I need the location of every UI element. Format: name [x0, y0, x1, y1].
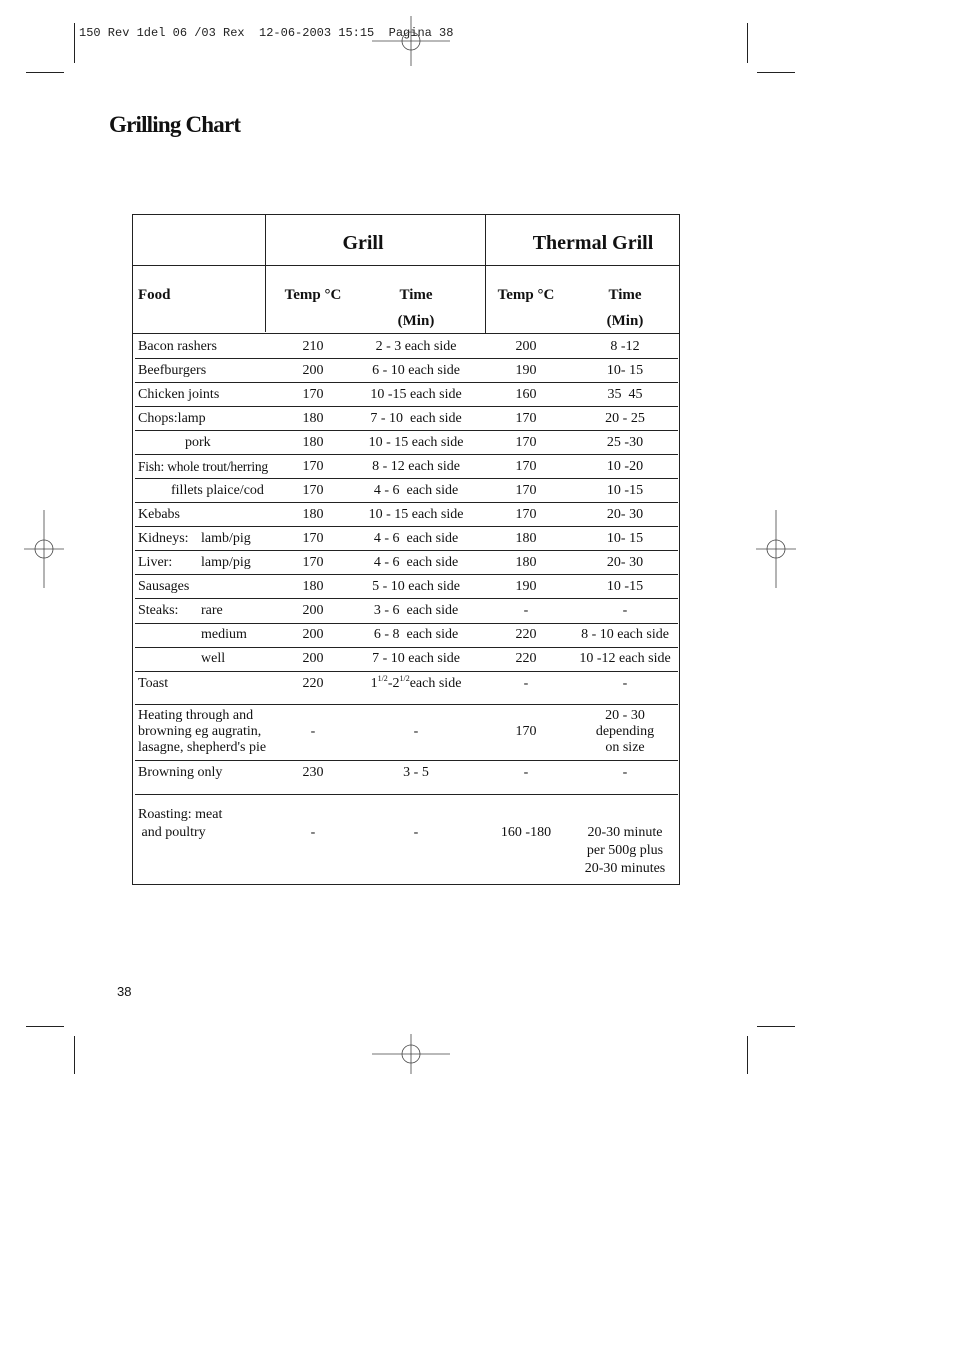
registration-mark-right: [756, 510, 796, 588]
cell-grill-time: 3 - 5: [403, 765, 429, 780]
cell-grill-time: 4 - 6 each side: [373, 555, 459, 570]
cell-food-line: lasagne, shepherd's pie: [138, 740, 267, 755]
cell-grill-temp: 200: [302, 651, 324, 666]
cell-grill-temp: 170: [302, 531, 324, 546]
cell-thermal-time: 10 -12 each side: [579, 651, 671, 666]
crop-mark-bl-h: [26, 1026, 64, 1027]
crop-mark-br-h: [757, 1026, 795, 1027]
cell-food-sub: lamb/pig: [201, 531, 251, 546]
cell-grill-temp: 180: [302, 411, 324, 426]
crop-mark-tr-v: [747, 23, 748, 63]
row-divider: [135, 671, 678, 672]
cell-thermal-time-line: 20-30 minute: [587, 825, 663, 840]
cell-thermal-time-line: 20 - 30: [605, 708, 645, 723]
cell-grill-temp: 220: [302, 676, 324, 691]
cell-thermal-time: 20- 30: [606, 507, 644, 522]
group-title-grill: Grill: [342, 232, 384, 254]
cell-thermal-time: -: [622, 765, 628, 780]
crop-mark-tl-h: [26, 72, 64, 73]
row-divider: [135, 430, 678, 431]
row-divider: [135, 760, 678, 761]
col-header-grill-time-unit: (Min): [397, 313, 435, 329]
col-header-grill-temp: Temp °C: [284, 287, 342, 303]
cell-grill-temp: 200: [302, 603, 324, 618]
row-divider: [135, 794, 678, 795]
registration-mark-top: [372, 16, 450, 66]
cell-thermal-time-line: per 500g plus: [586, 843, 664, 858]
col-header-grill-time: Time: [399, 287, 433, 303]
cell-thermal-time: 10 -15: [606, 579, 644, 594]
cell-grill-temp: 180: [302, 435, 324, 450]
cell-thermal-time: 25 -30: [606, 435, 644, 450]
cell-grill-temp: 180: [302, 579, 324, 594]
row-divider: [135, 478, 678, 479]
cell-grill-time: 6 - 8 each side: [373, 627, 459, 642]
row-divider: [135, 598, 678, 599]
cell-food: pork: [185, 435, 211, 450]
cell-food: well: [201, 651, 226, 666]
row-divider: [135, 454, 678, 455]
row-divider: [135, 550, 678, 551]
cell-food-sub: lamp/pig: [201, 555, 251, 570]
cell-food: Steaks:: [138, 603, 179, 618]
col-header-food: Food: [138, 287, 171, 303]
cell-thermal-temp: 160 -180: [500, 825, 552, 840]
cell-food: Kidneys:: [138, 531, 189, 546]
cell-grill-temp: 170: [302, 483, 324, 498]
cell-thermal-temp: 170: [515, 724, 537, 739]
cell-thermal-time: -: [622, 676, 628, 691]
cell-food: Chicken joints: [138, 387, 220, 402]
cell-grill-time: 2 - 3 each side: [375, 339, 457, 354]
crop-mark-bl-v: [74, 1036, 75, 1074]
col-header-thermal-time-unit: (Min): [606, 313, 644, 329]
cell-food: medium: [201, 627, 247, 642]
cell-thermal-temp: 170: [515, 507, 537, 522]
cell-thermal-temp: 180: [515, 555, 537, 570]
cell-thermal-temp: 160: [515, 387, 537, 402]
cell-thermal-time: 8 -12: [610, 339, 640, 354]
cell-food: Liver:: [138, 555, 173, 570]
grilling-chart-table: [132, 214, 680, 885]
cell-grill-temp: 170: [302, 555, 324, 570]
row-divider: [135, 382, 678, 383]
time-suffix: each side: [409, 676, 462, 691]
cell-thermal-time: 10 -20: [606, 459, 644, 474]
cell-food: Beefburgers: [138, 363, 207, 378]
time-fraction-b: 1/2: [399, 674, 410, 683]
cell-grill-time: 5 - 10 each side: [372, 579, 460, 594]
page-title: Grilling Chart: [109, 112, 241, 137]
cell-thermal-time-line: on size: [605, 740, 645, 755]
cell-food: fillets plaice/cod: [171, 483, 264, 498]
cell-food: Browning only: [138, 765, 223, 780]
cell-grill-time: 4 - 6 each side: [373, 483, 459, 498]
cell-thermal-temp: 220: [515, 651, 537, 666]
cell-thermal-temp: 170: [515, 435, 537, 450]
crop-mark-tr-h: [757, 72, 795, 73]
cell-grill-temp: -: [310, 724, 316, 739]
col-header-thermal-temp: Temp °C: [497, 287, 555, 303]
cell-thermal-temp: -: [523, 603, 529, 618]
cell-grill-temp: 180: [302, 507, 324, 522]
cell-grill-time: 10 - 15 each side: [368, 435, 464, 450]
cell-thermal-temp: 170: [515, 459, 537, 474]
cell-food-line: browning eg augratin,: [138, 724, 262, 739]
cell-grill-temp: 170: [302, 387, 324, 402]
cell-food: Chops:lamp: [138, 411, 206, 426]
cell-grill-time: 10 -15 each side: [370, 387, 462, 402]
cell-thermal-temp: 180: [515, 531, 537, 546]
col-header-thermal-time: Time: [608, 287, 642, 303]
header-divider-food: [265, 215, 266, 332]
cell-thermal-time: 20- 30: [606, 555, 644, 570]
cell-thermal-temp: 220: [515, 627, 537, 642]
time-whole-b: 2: [392, 676, 400, 691]
time-whole-a: 1: [370, 676, 378, 691]
cell-thermal-time-line: 20-30 minutes: [584, 861, 666, 876]
cell-thermal-time-line: depending: [595, 724, 655, 739]
cell-food-line: and poultry: [138, 825, 206, 840]
cell-food: Sausages: [138, 579, 190, 594]
cell-thermal-temp: 200: [515, 339, 537, 354]
cell-thermal-temp: 190: [515, 363, 537, 378]
time-separator: -: [387, 676, 393, 691]
row-divider: [135, 704, 678, 705]
cell-grill-temp: 230: [302, 765, 324, 780]
cell-thermal-time: 8 - 10 each side: [581, 627, 669, 642]
cell-grill-time: 7 - 10 each side: [372, 651, 460, 666]
crop-mark-br-v: [747, 1036, 748, 1074]
cell-thermal-temp: -: [523, 676, 529, 691]
cell-food-line: Roasting: meat: [138, 807, 223, 822]
row-divider: [135, 574, 678, 575]
print-slug: 150 Rev 1del 06 /03 Rex 12-06-2003 15:15 Pagina 38: [79, 26, 454, 40]
cell-thermal-time: -: [622, 603, 628, 618]
row-divider: [135, 647, 678, 648]
time-fraction-a: 1/2: [377, 674, 388, 683]
cell-thermal-time: 20 - 25: [605, 411, 645, 426]
cell-grill-time: 6 - 10 each side: [372, 363, 460, 378]
cell-grill-time: [351, 675, 481, 692]
row-divider: [135, 623, 678, 624]
cell-thermal-temp: -: [523, 765, 529, 780]
cell-grill-temp: 170: [302, 459, 324, 474]
cell-grill-time: 3 - 6 each side: [373, 603, 459, 618]
cell-food: Bacon rashers: [138, 339, 217, 354]
page-number: 38: [117, 984, 132, 999]
row-divider: [135, 502, 678, 503]
cell-grill-time: 4 - 6 each side: [373, 531, 459, 546]
cell-thermal-time: 10- 15: [606, 531, 644, 546]
cell-thermal-time: 10 -15: [606, 483, 644, 498]
row-divider: [135, 358, 678, 359]
crop-mark-tl-v: [74, 23, 75, 63]
cell-thermal-temp: 170: [515, 483, 537, 498]
header-group-rule: [133, 265, 679, 266]
cell-grill-temp: -: [310, 825, 316, 840]
cell-food-sub: rare: [201, 603, 223, 618]
cell-thermal-time: 10- 15: [606, 363, 644, 378]
cell-food: Fish: whole trout/herring: [138, 459, 268, 474]
registration-mark-left: [24, 510, 64, 588]
cell-grill-time: -: [413, 724, 419, 739]
cell-grill-temp: 200: [302, 363, 324, 378]
cell-food-line: Heating through and: [138, 708, 254, 723]
group-title-thermal-grill: Thermal Grill: [532, 232, 654, 254]
cell-thermal-time: 35 45: [607, 387, 643, 402]
cell-grill-time: -: [413, 825, 419, 840]
registration-mark-bottom: [372, 1034, 450, 1074]
header-bottom-rule: [133, 333, 679, 334]
cell-food: Toast: [138, 676, 169, 691]
row-divider: [135, 406, 678, 407]
cell-grill-temp: 210: [302, 339, 324, 354]
cell-grill-time: 8 - 12 each side: [372, 459, 460, 474]
cell-grill-time: 10 - 15 each side: [368, 507, 464, 522]
cell-thermal-temp: 170: [515, 411, 537, 426]
cell-grill-temp: 200: [302, 627, 324, 642]
row-divider: [135, 526, 678, 527]
cell-thermal-temp: 190: [515, 579, 537, 594]
header-divider-grill: [485, 215, 486, 333]
cell-grill-time: 7 - 10 each side: [370, 411, 462, 426]
cell-food: Kebabs: [138, 507, 180, 522]
